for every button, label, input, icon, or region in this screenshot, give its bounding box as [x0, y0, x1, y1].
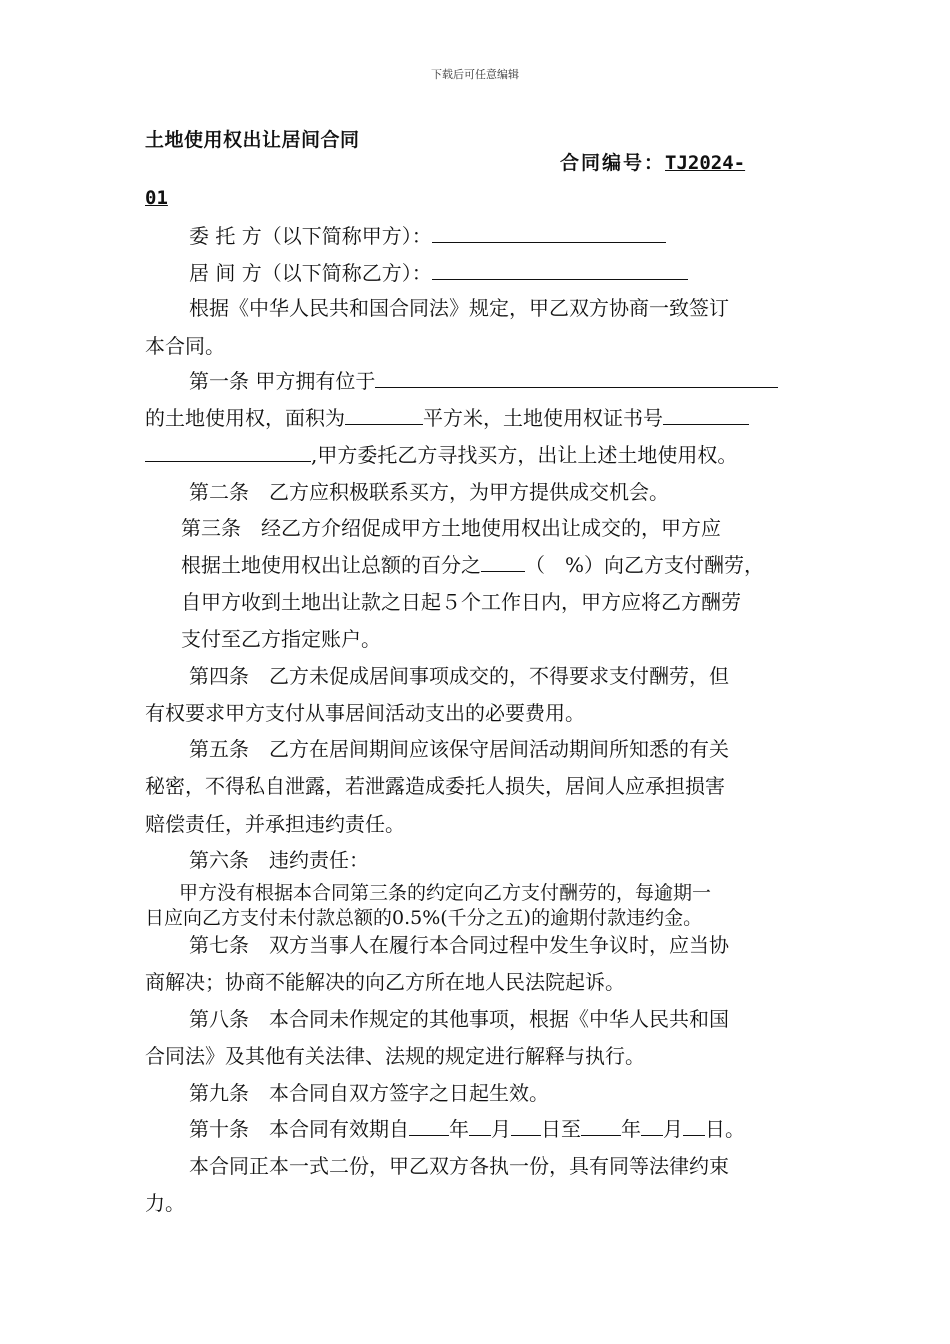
start-month-label: 月 — [491, 1117, 511, 1141]
end-year-blank[interactable] — [581, 1117, 621, 1136]
article-5-line-2: 秘密，不得私自泄露，若泄露造成委托人损失，居间人应承担损害 — [145, 774, 725, 798]
article-3-line-3: 自甲方收到土地出让款之日起５个工作日内，甲方应将乙方酬劳 — [181, 590, 741, 614]
land-cert-number-blank[interactable] — [663, 406, 749, 425]
article-1-line-1 — [145, 369, 859, 393]
contract-number-value: TJ2024- — [665, 152, 746, 174]
client-party-label: 委 托 方（以下简称甲方）： — [189, 224, 432, 248]
article-5-line-3: 赔偿责任，并承担违约责任。 — [145, 812, 405, 836]
article-3-percent-text: 根据土地使用权出让总额的百分之 — [181, 553, 481, 577]
end-year-label: 年 — [621, 1117, 641, 1141]
commission-percent-blank[interactable] — [481, 553, 525, 572]
article-1-text: 第一条 甲方拥有位于 — [189, 369, 376, 393]
article-10 — [145, 1117, 859, 1141]
header-note: 下载后可任意编辑 — [431, 68, 519, 81]
client-party-blank[interactable] — [432, 224, 666, 243]
closing-line-2: 力。 — [145, 1191, 185, 1215]
end-day-label: 日。 — [705, 1117, 745, 1141]
preamble-line-2: 本合同。 — [145, 334, 225, 358]
start-day-blank[interactable] — [511, 1117, 541, 1136]
intermediary-party-label: 居 间 方（以下简称乙方）： — [189, 261, 432, 285]
article-6-heading: 第六条 违约责任： — [189, 848, 369, 872]
preamble-line-1: 根据《中华人民共和国合同法》规定，甲乙双方协商一致签订 — [189, 296, 729, 320]
article-1-area-text: 的土地使用权，面积为 — [145, 406, 345, 430]
contract-number-label: 合同编号： — [560, 152, 666, 174]
contract-number-value-cont: 01 — [145, 187, 168, 209]
article-2: 第二条 乙方应积极联系买方，为甲方提供成交机会。 — [189, 480, 669, 504]
closing-line-1: 本合同正本一式二份，甲乙双方各执一份，具有同等法律约束 — [189, 1154, 729, 1178]
land-cert-number-blank-cont[interactable] — [145, 443, 311, 462]
end-day-blank[interactable] — [683, 1117, 705, 1136]
article-1-cert-text: 平方米，土地使用权证书号 — [423, 406, 663, 430]
article-4-line-1: 第四条 乙方未促成居间事项成交的，不得要求支付酬劳，但 — [189, 664, 729, 688]
client-party-line — [145, 224, 859, 248]
start-day-label: 日至 — [541, 1117, 581, 1141]
start-year-label: 年 — [449, 1117, 469, 1141]
article-8-line-2: 合同法》及其他有关法律、法规的规定进行解释与执行。 — [145, 1044, 645, 1068]
article-3-line-1: 第三条 经乙方介绍促成甲方土地使用权出让成交的，甲方应 — [181, 516, 721, 540]
article-4-line-2: 有权要求甲方支付从事居间活动支出的必要费用。 — [145, 701, 585, 725]
contract-title: 土地使用权出让居间合同 — [145, 129, 360, 151]
land-location-blank[interactable] — [375, 369, 778, 388]
intermediary-party-blank[interactable] — [432, 261, 688, 280]
article-3-pay-text: （ %）向乙方支付酬劳， — [525, 553, 765, 577]
article-5-line-1: 第五条 乙方在居间期间应该保守居间活动期间所知悉的有关 — [189, 737, 729, 761]
contract-number — [560, 148, 745, 175]
article-1-entrust-text: ,甲方委托乙方寻找买方，出让上述土地使用权。 — [311, 443, 738, 467]
article-7-line-1: 第七条 双方当事人在履行本合同过程中发生争议时，应当协 — [189, 933, 729, 957]
article-3-line-4: 支付至乙方指定账户。 — [181, 627, 381, 651]
article-1-line-2 — [145, 406, 815, 430]
article-3-line-2 — [145, 553, 851, 577]
start-year-blank[interactable] — [409, 1117, 449, 1136]
land-area-blank[interactable] — [345, 406, 423, 425]
end-month-label: 月 — [663, 1117, 683, 1141]
article-6-line-1: 甲方没有根据本合同第三条的约定向乙方支付酬劳的，每逾期一 — [179, 882, 712, 904]
end-month-blank[interactable] — [641, 1117, 663, 1136]
article-10-text: 第十条 本合同有效期自 — [189, 1117, 409, 1141]
article-8-line-1: 第八条 本合同未作规定的其他事项，根据《中华人民共和国 — [189, 1007, 729, 1031]
start-month-blank[interactable] — [469, 1117, 491, 1136]
intermediary-party-line — [145, 261, 859, 285]
article-9: 第九条 本合同自双方签字之日起生效。 — [189, 1081, 549, 1105]
article-1-line-3 — [145, 443, 815, 467]
article-7-line-2: 商解决；协商不能解决的向乙方所在地人民法院起诉。 — [145, 970, 625, 994]
article-6-line-2: 日应向乙方支付未付款总额的0.5%(千分之五)的逾期付款违约金。 — [145, 907, 703, 929]
